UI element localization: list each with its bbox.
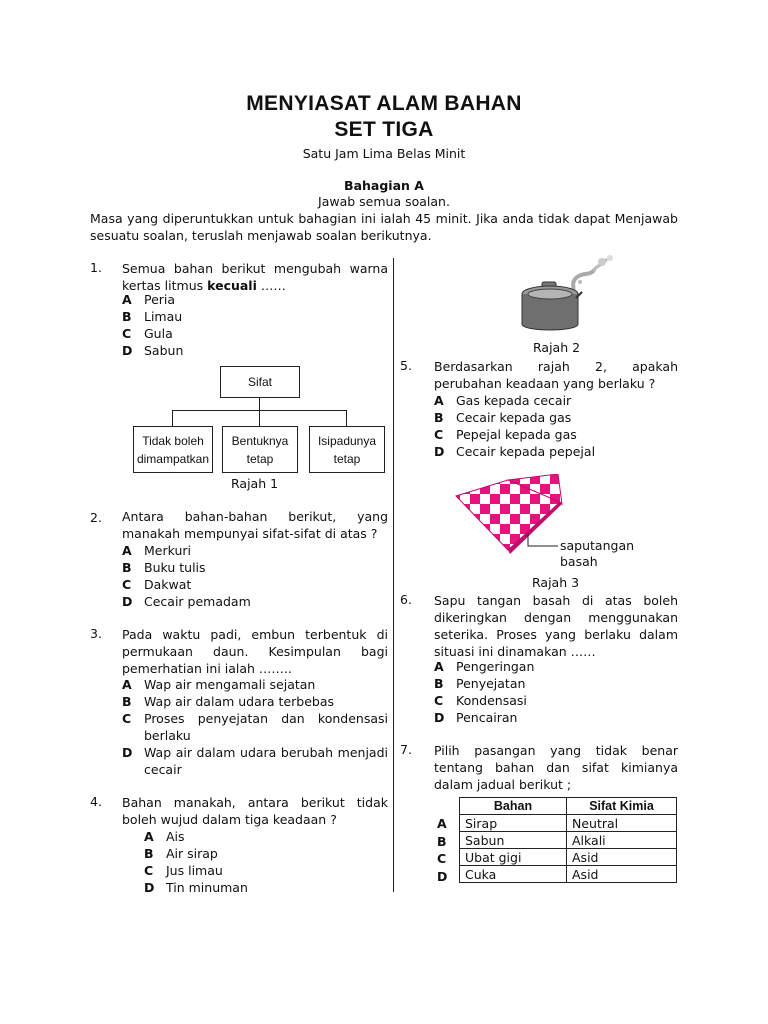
option-letter: A (434, 393, 444, 408)
table-cell: Asid (567, 866, 677, 883)
option-letter: D (122, 745, 133, 760)
q7-row-letters (437, 815, 447, 885)
option-letter: D (434, 444, 445, 459)
table-cell: Neutral (567, 815, 677, 832)
diagram1-root-box: Sifat (220, 366, 300, 398)
option-text: Tin minuman (166, 880, 248, 895)
q5-option-a[interactable] (434, 392, 595, 409)
table-row (460, 849, 677, 866)
q6-option-c[interactable] (434, 692, 534, 709)
q5-options (434, 392, 595, 460)
q1-text-bold: kecuali (207, 278, 257, 293)
q1-text (122, 260, 388, 294)
option-text: Proses penyejatan dan kondensasi berlaku (144, 711, 388, 743)
handkerchief-icon (456, 474, 562, 554)
label-pointer (528, 534, 558, 546)
q2-option-a[interactable] (122, 542, 251, 559)
option-letter: C (434, 427, 444, 442)
instruction-text: Jawab semua soalan. (318, 194, 450, 209)
option-letter: D (144, 880, 155, 895)
q6-option-b[interactable] (434, 675, 534, 692)
option-text: Ais (166, 829, 185, 844)
option-letter: C (434, 693, 444, 708)
option-text: Jus limau (166, 863, 223, 878)
option-text: Merkuri (144, 543, 192, 558)
q3-number: 3. (90, 626, 102, 641)
q3-options (122, 676, 388, 778)
q1-option-d[interactable] (122, 342, 183, 359)
q5-option-c[interactable] (434, 426, 595, 443)
diagram1-connector (172, 410, 173, 426)
diagram1-connector (346, 410, 347, 426)
q1-number: 1. (90, 260, 102, 275)
q4-number: 4. (90, 794, 102, 809)
table-row (460, 815, 677, 832)
option-letter: A (122, 292, 132, 307)
q2-options (122, 542, 251, 610)
option-text: Dakwat (144, 577, 192, 592)
option-text: Wap air dalam udara berubah menjadi cecair (144, 745, 388, 777)
q4-text: Bahan manakah, antara berikut tidak boleh wujud dalam tiga keadaan ? (122, 795, 388, 827)
q4-option-a[interactable] (144, 828, 248, 845)
time-note: Masa yang diperuntukkan untuk bahagian ini ialah 45 minit. Jika anda tidak dapat Menjawab sesuatu soalan, teruslah menjawab soalan berikutnya. (90, 211, 678, 243)
diagram3-label-line: basah (560, 554, 598, 569)
option-letter: A (144, 829, 154, 844)
option-text: Cecair kepada pepejal (456, 444, 596, 459)
q5-number: 5. (400, 358, 412, 373)
q6-number: 6. (400, 592, 412, 607)
q3-option-d[interactable] (122, 744, 388, 778)
q4-option-c[interactable] (144, 862, 248, 879)
q5-text: Berdasarkan rajah 2, apakah perubahan keadaan yang berlaku ? (434, 359, 678, 391)
option-letter: D (122, 594, 133, 609)
table-cell: Alkali (567, 832, 677, 849)
option-letter: B (144, 846, 154, 861)
table-cell: Asid (567, 849, 677, 866)
q6-option-a[interactable] (434, 658, 534, 675)
option-text: Wap air mengamali sejatan (144, 677, 316, 692)
diagram2-pot-illustration (510, 252, 630, 342)
q7-row-letter[interactable]: A (437, 816, 447, 831)
option-letter: B (122, 694, 132, 709)
q5-option-d[interactable] (434, 443, 595, 460)
option-text: Cecair pemadam (144, 594, 251, 609)
q1-option-b[interactable] (122, 308, 183, 325)
option-text: Penyejatan (456, 676, 526, 691)
q7-row-letter[interactable]: C (437, 851, 447, 866)
q7-number: 7. (400, 742, 412, 757)
diagram1-caption: Rajah 1 (231, 476, 279, 491)
option-letter: D (434, 710, 445, 725)
option-text: Limau (144, 309, 183, 324)
table-cell: Sabun (460, 832, 567, 849)
q1-options (122, 291, 183, 359)
q3-text: Pada waktu padi, embun terbentuk di permukaan daun. Kesimpulan bagi pemerhatian ini ialah …….. (122, 627, 388, 676)
q2-text: Antara bahan-bahan berikut, yang manakah mempunyai sifat-sifat di atas ? (122, 509, 388, 541)
option-text: Kondensasi (456, 693, 527, 708)
table-cell: Cuka (460, 866, 567, 883)
table-cell: Sirap (460, 815, 567, 832)
diagram3-caption: Rajah 3 (532, 575, 580, 590)
q1-text-part: Semua bahan berikut mengubah warna kertas litmus (122, 261, 388, 293)
q6-options (434, 658, 534, 726)
q1-option-c[interactable] (122, 325, 183, 342)
option-text: Cecair kepada gas (456, 410, 572, 425)
pot-icon (522, 282, 582, 330)
q4-option-d[interactable] (144, 879, 248, 896)
option-text: Pengeringan (456, 659, 535, 674)
q1-text-end: …… (256, 278, 286, 293)
q2-option-b[interactable] (122, 559, 251, 576)
q3-option-c[interactable] (122, 710, 388, 744)
diagram1-child-box: Bentuknya tetap (222, 426, 298, 473)
option-text: Peria (144, 292, 176, 307)
table-header: Sifat Kimia (567, 798, 677, 815)
option-text: Pepejal kepada gas (456, 427, 577, 442)
q6-text: Sapu tangan basah di atas boleh dikeringkan dengan menggunakan seterika. Proses yang berlaku dalam situasi ini dinamakan …… (434, 593, 678, 659)
q5-option-b[interactable] (434, 409, 595, 426)
diagram2-caption: Rajah 2 (533, 340, 581, 355)
q7-text: Pilih pasangan yang tidak benar tentang bahan dan sifat kimianya dalam jadual berikut ; (434, 743, 678, 792)
option-letter: C (122, 326, 132, 341)
option-text: Gula (144, 326, 173, 341)
q2-option-d[interactable] (122, 593, 251, 610)
q3-option-a[interactable] (122, 676, 388, 693)
q1-option-a[interactable] (122, 291, 183, 308)
diagram1-child-box: Tidak boleh dimampatkan (133, 426, 213, 473)
q6-option-d[interactable] (434, 709, 534, 726)
steam-icon (572, 255, 613, 294)
option-letter: C (144, 863, 154, 878)
table-row (460, 832, 677, 849)
diagram1-child-box: Isipadunya tetap (309, 426, 385, 473)
duration-text: Satu Jam Lima Belas Minit (302, 146, 466, 161)
page-title: MENYIASAT ALAM BAHAN (246, 92, 522, 115)
option-text: Buku tulis (144, 560, 206, 575)
diagram3-label (560, 538, 634, 570)
column-divider (393, 258, 394, 892)
option-text: Air sirap (166, 846, 218, 861)
q2-number: 2. (90, 510, 102, 525)
section-heading: Bahagian A (344, 178, 424, 193)
option-letter: B (122, 309, 132, 324)
option-text: Gas kepada cecair (456, 393, 572, 408)
option-letter: B (122, 560, 132, 575)
q7-row-letter[interactable]: D (437, 868, 448, 884)
option-letter: B (434, 676, 444, 691)
option-text: Pencairan (456, 710, 518, 725)
option-letter: B (434, 410, 444, 425)
q4-option-b[interactable] (144, 845, 248, 862)
diagram1-connector (259, 410, 260, 426)
table-cell: Ubat gigi (460, 849, 567, 866)
option-text: Sabun (144, 343, 184, 358)
option-text: Wap air dalam udara terbebas (144, 694, 335, 709)
option-letter: C (122, 711, 132, 726)
option-letter: A (122, 677, 132, 692)
diagram3-label-line: saputangan (560, 538, 635, 553)
q7-table (459, 797, 677, 883)
option-letter: A (434, 659, 444, 674)
page-subtitle: SET TIGA (334, 118, 434, 141)
diagram1-connector (259, 397, 260, 411)
table-header-row (460, 798, 677, 815)
q4-options (144, 828, 248, 896)
table-row (460, 866, 677, 883)
option-letter: A (122, 543, 132, 558)
table-header: Bahan (460, 798, 567, 815)
option-letter: C (122, 577, 132, 592)
q3-option-b[interactable] (122, 693, 388, 710)
option-letter: D (122, 343, 133, 358)
q2-option-c[interactable] (122, 576, 251, 593)
q7-row-letter[interactable]: B (437, 833, 447, 849)
